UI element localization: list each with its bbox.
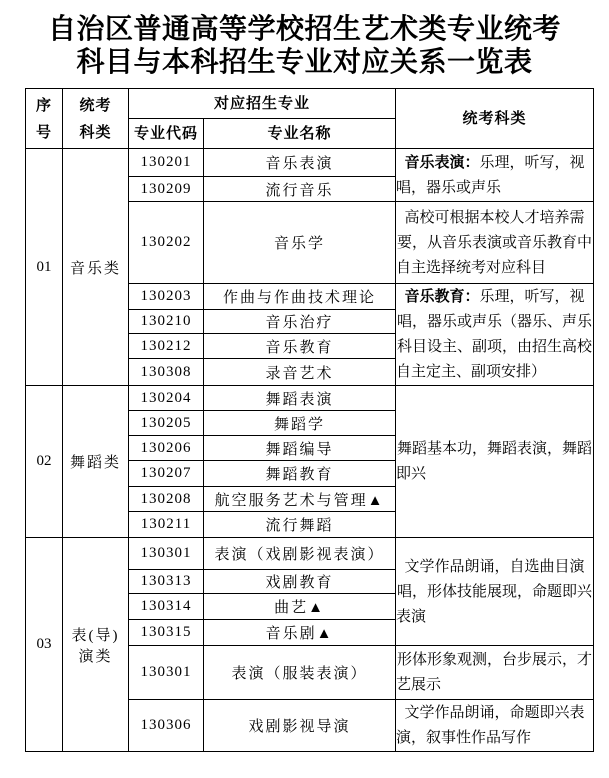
subject-bold-prefix: 音乐教育： <box>404 288 480 305</box>
exam-subjects-block <box>396 202 594 284</box>
exam-subjects-block <box>396 538 594 646</box>
subject-text: 高校可根据本校人才培养需要，从音乐表演或音乐教育中自主选择统考对应科目 <box>396 209 593 276</box>
major-name: 表演（戏剧影视表演） <box>204 538 396 570</box>
section-seq: 02 <box>26 386 63 538</box>
table-row <box>26 538 594 570</box>
exam-subjects-block <box>396 149 594 202</box>
major-name: 戏剧影视导演 <box>204 700 396 752</box>
major-name: 作曲与作曲技术理论 <box>204 284 396 310</box>
subject-text: 形体形象观测，台步展示，才艺展示 <box>396 652 593 693</box>
subject-text: 文学作品朗诵，自选曲目演唱，形体技能展现，命题即兴表演 <box>396 558 593 625</box>
header-exam-category <box>63 89 129 149</box>
exam-subjects-block <box>396 646 594 700</box>
header-seq-line1: 序 <box>35 96 52 114</box>
major-name: 流行舞蹈 <box>204 512 396 538</box>
major-name: 舞蹈编导 <box>204 436 396 461</box>
subject-text: 舞蹈基本功，舞蹈表演，舞蹈即兴 <box>396 441 593 482</box>
section-seq: 03 <box>26 538 63 752</box>
major-code: 130201 <box>129 149 204 177</box>
major-name: 舞蹈教育 <box>204 461 396 487</box>
major-code: 130315 <box>129 620 204 646</box>
subject-text: 文学作品朗诵，命题即兴表演，叙事性作品写作 <box>396 705 585 746</box>
subject-bold-prefix: 音乐表演： <box>404 153 480 171</box>
page-title-line2: 科目与本科招生专业对应关系一览表 <box>76 47 533 78</box>
section-category-line1: 表(导) <box>71 627 120 644</box>
major-code: 130211 <box>129 512 204 538</box>
subject-text: 乐理，听写，视唱，器乐或声乐（器乐、声乐科目设主、副项，由招生高校自主定主、副项安排） <box>396 289 593 380</box>
major-name: 音乐学 <box>204 202 396 284</box>
major-code: 130308 <box>129 359 204 386</box>
table-row <box>26 149 594 177</box>
header-row-1 <box>26 89 594 119</box>
exam-subjects-block <box>396 386 594 538</box>
header-exam-subjects: 统考科类 <box>396 89 594 149</box>
major-code: 130306 <box>129 700 204 752</box>
major-code: 130204 <box>129 386 204 411</box>
section-category <box>63 149 129 386</box>
header-exam-category-line1: 统考 <box>79 96 112 114</box>
section-category <box>63 538 129 752</box>
major-name: 表演（服装表演） <box>204 646 396 700</box>
major-name: 航空服务艺术与管理▲ <box>204 487 396 512</box>
exam-subjects-block <box>396 700 594 752</box>
page-title-line1: 自治区普通高等学校招生艺术类专业统考 <box>47 14 561 45</box>
major-code: 130203 <box>129 284 204 310</box>
major-code: 130206 <box>129 436 204 461</box>
major-code: 130301 <box>129 646 204 700</box>
major-name: 音乐剧▲ <box>204 620 396 646</box>
header-major-name: 专业名称 <box>204 119 396 149</box>
major-code: 130313 <box>129 570 204 594</box>
correspondence-table <box>25 88 594 752</box>
major-code: 130202 <box>129 202 204 284</box>
section-category-line2: 演类 <box>78 648 113 665</box>
major-code: 130208 <box>129 487 204 512</box>
table-row <box>26 386 594 411</box>
major-name: 舞蹈学 <box>204 411 396 436</box>
section-seq: 01 <box>26 149 63 386</box>
major-name: 录音艺术 <box>204 359 396 386</box>
header-seq-line2: 号 <box>35 123 52 141</box>
major-code: 130207 <box>129 461 204 487</box>
major-code: 130301 <box>129 538 204 570</box>
major-code: 130210 <box>129 309 204 333</box>
major-name: 音乐表演 <box>204 149 396 177</box>
subject-text: 乐理，听写，视唱，器乐或声乐 <box>396 154 585 196</box>
section-category-line1: 舞蹈类 <box>69 455 121 471</box>
header-exam-category-line2: 科类 <box>79 123 112 141</box>
header-majors-group: 对应招生专业 <box>129 89 396 119</box>
exam-subjects-block <box>396 284 594 386</box>
major-name: 音乐教育 <box>204 333 396 359</box>
section-category-line1: 音乐类 <box>69 260 121 277</box>
header-seq <box>26 89 63 149</box>
major-code: 130212 <box>129 333 204 359</box>
major-code: 130314 <box>129 594 204 620</box>
header-major-code: 专业代码 <box>129 119 204 149</box>
major-name: 音乐治疗 <box>204 309 396 333</box>
major-name: 流行音乐 <box>204 177 396 202</box>
page-title <box>0 13 609 79</box>
major-code: 130205 <box>129 411 204 436</box>
major-name: 曲艺▲ <box>204 594 396 620</box>
major-name: 戏剧教育 <box>204 570 396 594</box>
section-category <box>63 386 129 538</box>
major-code: 130209 <box>129 177 204 202</box>
major-name: 舞蹈表演 <box>204 386 396 411</box>
